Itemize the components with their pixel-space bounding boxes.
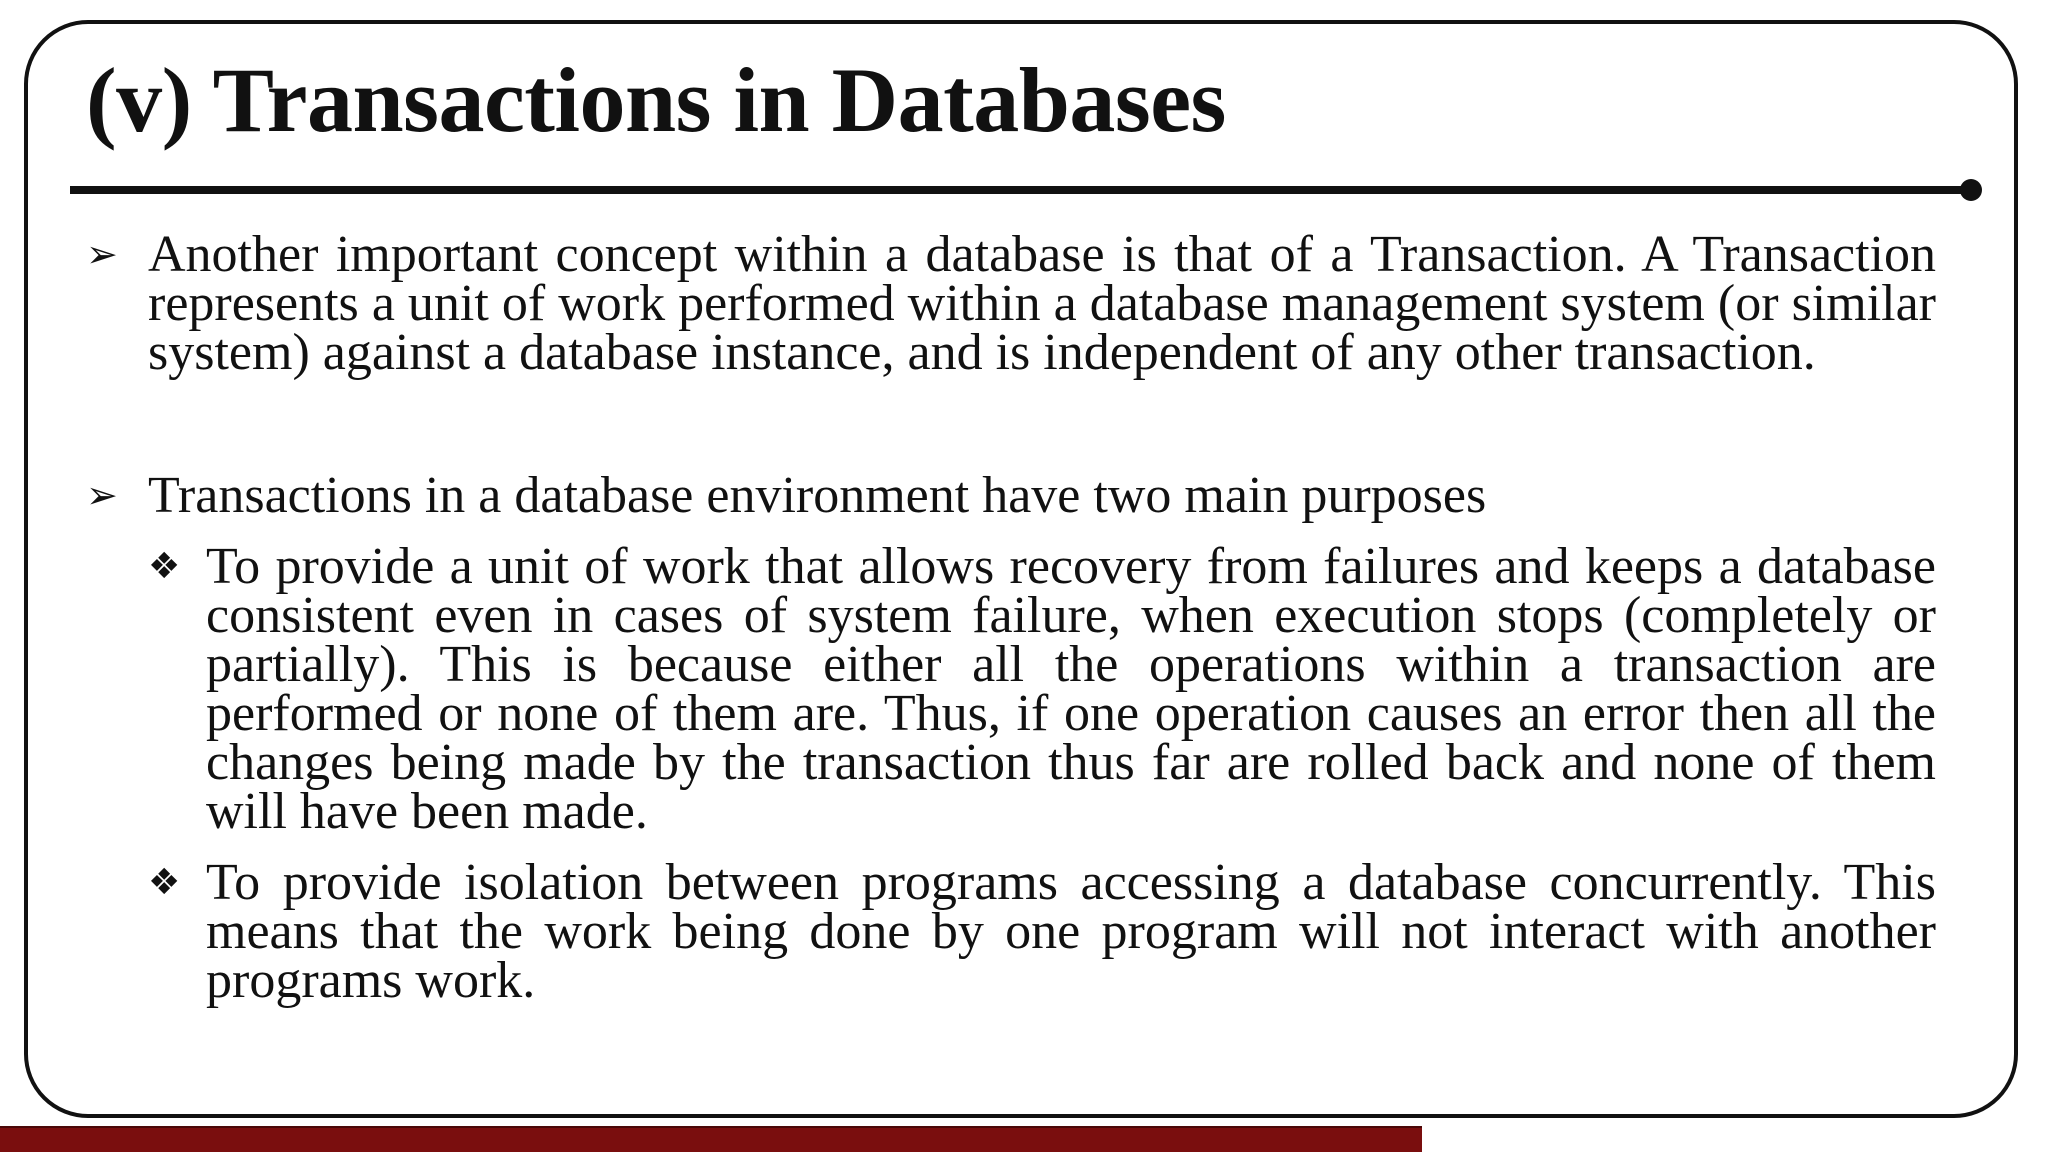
footer-accent-bar (0, 1126, 1422, 1152)
sub-bullet-text: To provide a unit of work that allows recovery from failures and keeps a database consistent even in cases of system failure, when execution stops (completely or partially). This is because either all the operations within a transaction are performed or none of them are. Thus, if one operation causes an error then all the changes being made by the transaction thus far are rolled back and none of them will have been made. (206, 538, 1936, 840)
diamond-bullet-icon: ❖ (148, 546, 181, 587)
sub-bullet-point (86, 854, 1936, 1009)
bullet-text: Transactions in a database environment have two main purposes (148, 467, 1487, 524)
sub-bullet-point (86, 538, 1936, 840)
bullet-point (86, 226, 1936, 381)
arrow-bullet-icon: ➢ (86, 232, 118, 276)
title-underline-dot (1960, 179, 1982, 201)
bullet-point (86, 467, 1936, 524)
slide-title: (v) Transactions in Databases (86, 49, 1226, 151)
slide-body (86, 224, 1936, 1009)
sub-bullet-text: To provide isolation between programs accessing a database concurrently. This means that the work being done by one program will not interact with another programs work. (206, 854, 1936, 1009)
title-underline (70, 186, 1970, 194)
diamond-bullet-icon: ❖ (148, 862, 181, 903)
bullet-text: Another important concept within a database is that of a Transaction. A Transaction represents a unit of work performed within a database management system (or similar system) against a database instance, and is independent of any other transaction. (148, 226, 1936, 381)
arrow-bullet-icon: ➢ (86, 473, 118, 517)
